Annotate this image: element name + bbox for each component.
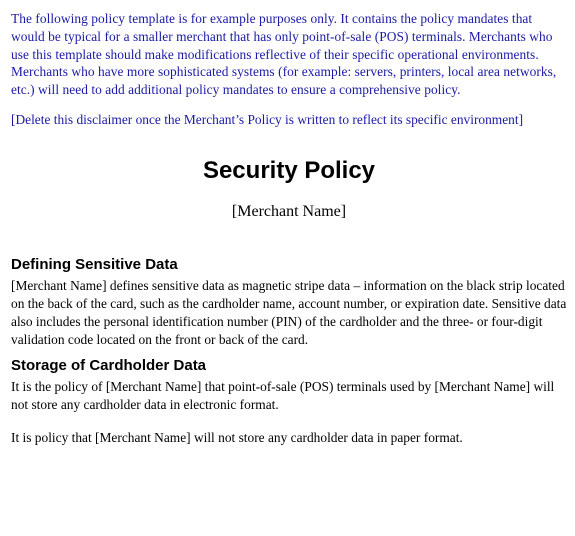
section-paragraph: [Merchant Name] defines sensitive data as magnetic stripe data – information on the black strip located on the back of the card, such as the cardholder name, account number, or expiration date. Sensitive data also includes the personal identification number (PIN) of the cardholder and the three- or four-digit validation code located on the front or back of the card.	[11, 277, 567, 347]
disclaimer-paragraph: The following policy template is for example purposes only. It contains the policy mandates that would be typical for a smaller merchant that has only point-of-sale (POS) terminals. Merchants who use this template should make modifications reflective of their specific operational environments. Merchants who have more sophisticated systems (for example: servers, printers, local area networks, etc.) will need to add additional policy mandates to ensure a comprehensive policy.	[11, 11, 557, 98]
page-title: Security Policy	[202, 156, 376, 184]
document-page	[11, 10, 567, 447]
merchant-name-placeholder: [Merchant Name]	[231, 202, 347, 220]
section-paragraph: It is the policy of [Merchant Name] that point-of-sale (POS) terminals used by [Merchant Name] will not store any cardholder data in electronic format.	[11, 379, 555, 413]
disclaimer-note: [Delete this disclaimer once the Merchant’s Policy is written to reflect its specific environment]	[11, 111, 524, 127]
section-paragraph: It is policy that [Merchant Name] will not store any cardholder data in paper format.	[11, 430, 463, 446]
section-heading-storage-of-cardholder-data: Storage of Cardholder Data	[11, 357, 207, 375]
section-heading-defining-sensitive-data: Defining Sensitive Data	[11, 255, 178, 273]
